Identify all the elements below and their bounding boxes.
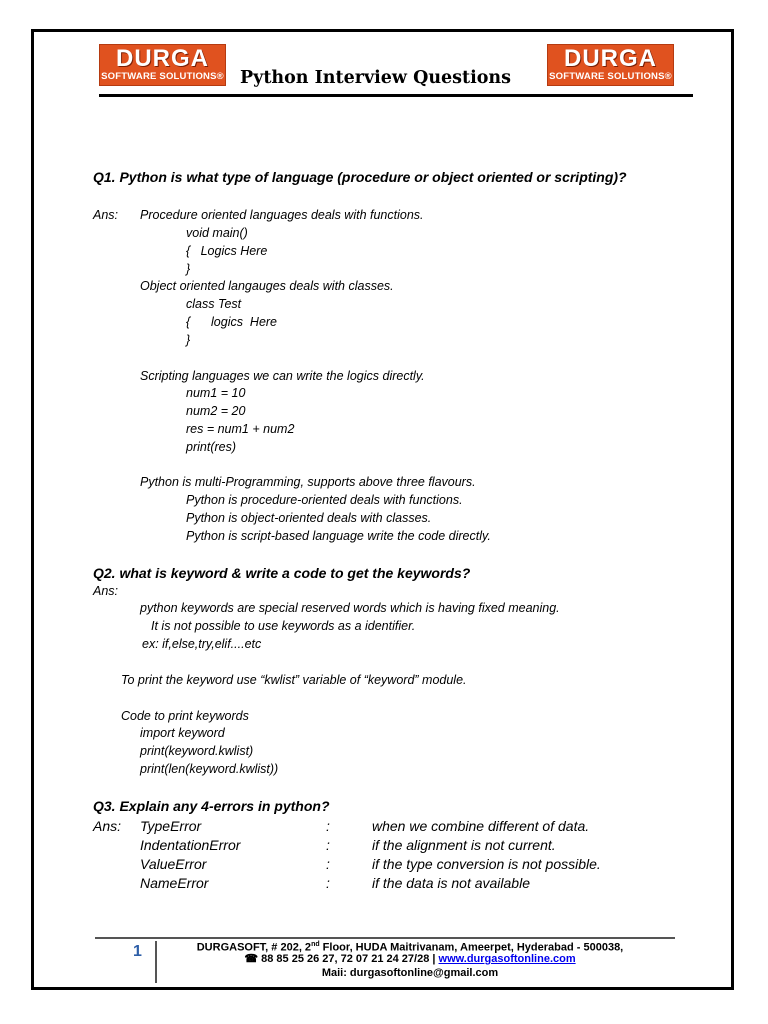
q3-ans-label: Ans: [93, 818, 122, 834]
q3-separator: : [326, 875, 330, 891]
q2-line: print(len(keyword.kwlist)) [140, 762, 279, 776]
q3-error-desc: if the data is not available [372, 875, 530, 891]
q3-error-name: IndentationError [140, 837, 241, 853]
logo-main-text: DURGA [116, 45, 209, 72]
phone-icon: ☎ [244, 953, 259, 965]
q1-line: Python is multi-Programming, supports above three flavours. [140, 475, 476, 489]
q1-line: { Logics Here [186, 244, 268, 258]
q1-line: { logics Here [186, 315, 278, 329]
durga-logo-left [99, 44, 226, 86]
footer-address-suffix: Floor, HUDA Maitrivanam, Ameerpet, Hyderabad - 500038, [319, 941, 624, 954]
q2-question: Q2. what is keyword & write a code to get the keywords? [93, 565, 471, 581]
durga-logo-right [547, 44, 674, 86]
q2-line: ex: if,else,try,elif....etc [142, 637, 262, 651]
q1-line: num2 = 20 [186, 404, 246, 418]
q2-ans-label: Ans: [93, 584, 119, 598]
footer-email: Maii: durgasoftonline@gmail.com [321, 967, 499, 979]
q3-error-desc: if the alignment is not current. [372, 837, 556, 853]
q1-line: Scripting languages we can write the logics directly. [140, 369, 425, 383]
page-number: 1 [133, 943, 142, 960]
q3-error-desc: when we combine different of data. [372, 818, 590, 834]
q1-line: Python is script-based language write the code directly. [186, 529, 491, 543]
q1-line: Procedure oriented languages deals with functions. [140, 208, 424, 222]
q3-question: Q3. Explain any 4-errors in python? [93, 798, 330, 814]
q1-line: Object oriented langauges deals with classes. [140, 279, 394, 293]
q2-line: print(keyword.kwlist) [140, 744, 254, 758]
q1-line: res = num1 + num2 [186, 422, 295, 436]
q3-error-name: TypeError [140, 818, 202, 834]
q3-error-desc: if the type conversion is not possible. [372, 856, 601, 872]
q1-ans-label: Ans: [93, 208, 119, 222]
q2-line: To print the keyword use “kwlist” variable of “keyword” module. [121, 673, 467, 687]
page-title: Python Interview Questions [240, 68, 512, 88]
footer-phones: 88 85 25 26 27, 72 07 21 24 27/28 | [258, 953, 439, 965]
q3-separator: : [326, 818, 330, 834]
title-underline [99, 94, 693, 97]
q1-line: } [186, 262, 191, 276]
q1-line: num1 = 10 [186, 386, 246, 400]
logo-sub-text: SOFTWARE SOLUTIONS® [549, 71, 672, 82]
website-link[interactable]: www.durgasoftonline.com [438, 953, 576, 965]
q1-line: class Test [186, 297, 242, 311]
q2-line: python keywords are special reserved words which is having fixed meaning. [140, 601, 560, 615]
footer-contact [160, 952, 660, 966]
q3-separator: : [326, 856, 330, 872]
footer-address-prefix: DURGASOFT, # 202, 2 [196, 941, 312, 954]
footer-divider [155, 941, 157, 983]
logo-main-text: DURGA [564, 45, 657, 72]
q2-line: import keyword [140, 726, 225, 740]
q3-separator: : [326, 837, 330, 853]
q3-error-name: NameError [140, 875, 209, 891]
q1-line: print(res) [186, 440, 237, 454]
footer-address-sup: nd [311, 941, 320, 948]
q2-line: Code to print keywords [121, 709, 249, 723]
q1-line: Python is procedure-oriented deals with functions. [186, 493, 463, 507]
q1-line: Python is object-oriented deals with classes. [186, 511, 432, 525]
q2-line: It is not possible to use keywords as a identifier. [151, 619, 416, 633]
q1-line: } [186, 333, 191, 347]
q3-error-name: ValueError [140, 856, 207, 872]
q1-line: void main() [186, 226, 248, 240]
logo-sub-text: SOFTWARE SOLUTIONS® [101, 71, 224, 82]
q1-question: Q1. Python is what type of language (procedure or object oriented or scripting)? [93, 169, 627, 185]
